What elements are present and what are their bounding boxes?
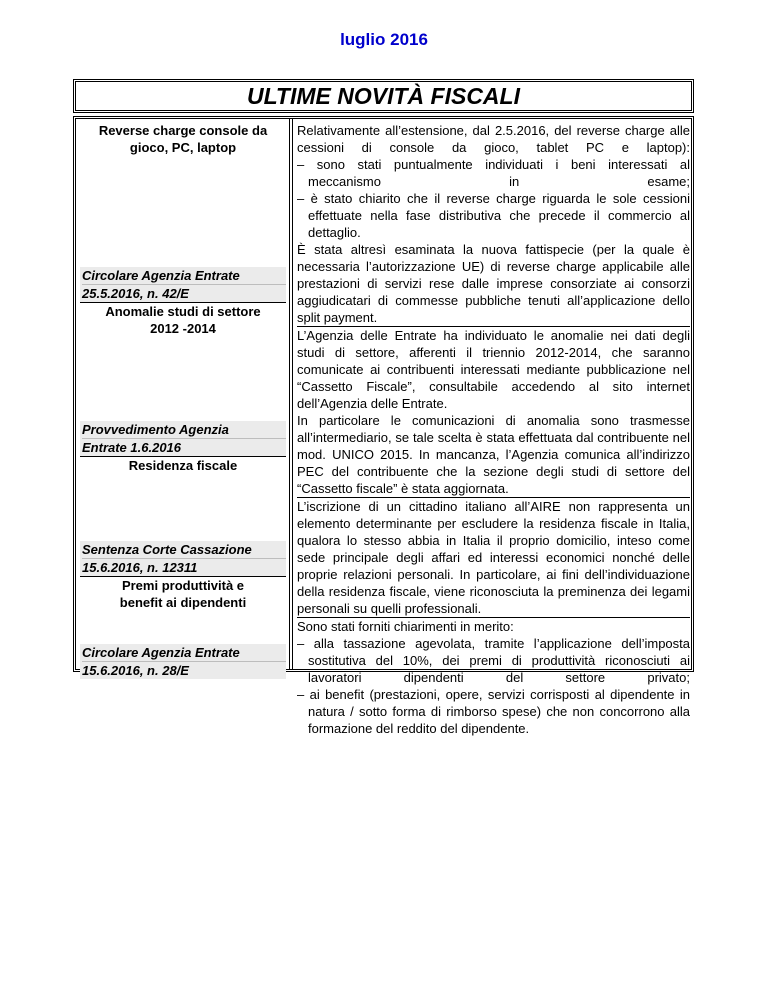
bullet-item: – è stato chiarito che il reverse charge riguarda le sole cessioni effettuate nella fase distributiva che precede il commercio al dettaglio. — [297, 191, 690, 240]
topic-title: Residenza fiscale — [128, 458, 238, 473]
news-table — [73, 116, 694, 736]
paragraph: Sono stati forniti chiarimenti in merito: — [297, 619, 514, 634]
source-line: Circolare Agenzia Entrate — [82, 645, 240, 660]
content-cell-reverse-charge — [297, 122, 690, 327]
column-divider — [289, 119, 293, 669]
topic-title: Premi produttività e — [121, 578, 245, 593]
document-title: ULTIME NOVITÀ FISCALI — [246, 83, 520, 109]
source-line: 25.5.2016, n. 42/E — [82, 284, 286, 302]
document-title-box — [73, 79, 694, 113]
source-line: 15.6.2016, n. 28/E — [82, 661, 286, 679]
paragraph: È stata altresì esaminata la nuova fattispecie (per la quale è necessaria l’autorizzazione UE) di reverse charge applicabile alle prestazioni di servizi rese dalle imprese consorziate ai consorzi aggiudicatari di commesse pubbliche tenuti all’applicazione dello split payment. — [297, 242, 690, 325]
source-line: Circolare Agenzia Entrate — [82, 268, 240, 283]
source-reference — [80, 267, 286, 302]
document-date: luglio 2016 — [340, 30, 428, 49]
source-reference — [80, 421, 286, 456]
topics-column — [80, 122, 286, 679]
paragraph: Relativamente all’estensione, dal 2.5.2016, del reverse charge alle cessioni di console da gioco, tablet PC e laptop): — [297, 123, 690, 155]
topic-title: 2012 -2014 — [150, 321, 216, 336]
source-reference — [80, 541, 286, 576]
topic-cell-residenza-fiscale — [80, 457, 286, 577]
source-line: Provvedimento Agenzia — [82, 422, 229, 437]
content-cell-premi-produttivita — [297, 618, 690, 737]
topic-cell-premi-produttivita — [80, 577, 286, 679]
source-line: Sentenza Corte Cassazione — [82, 542, 252, 557]
topic-title: Reverse charge console da — [98, 123, 268, 138]
topic-title: benefit ai dipendenti — [119, 595, 247, 610]
topic-cell-studi-settore — [80, 303, 286, 457]
content-column — [297, 122, 690, 737]
source-line: Entrate 1.6.2016 — [82, 438, 286, 456]
bullet-item: – alla tassazione agevolata, tramite l’applicazione dell’imposta sostitutiva del 10%, dei premi di produttività riconosciuti ai lavoratori dipendenti del settore privato; — [297, 636, 690, 685]
topic-cell-reverse-charge — [80, 122, 286, 303]
content-cell-studi-settore — [297, 327, 690, 498]
topic-title: gioco, PC, laptop — [129, 140, 237, 155]
bullet-item: – ai benefit (prestazioni, opere, servizi corrisposti al dipendente in natura / sotto forma di rimborso spese) che non concorrono alla formazione del reddito del dipendente. — [297, 687, 690, 736]
paragraph: In particolare le comunicazioni di anomalia sono trasmesse all’intermediario, se tale scelta è stata effettuata dal contribuente nel mod. UNICO 2015. In mancanza, l’Agenzia comunica all’indirizzo PEC del contribuente che la sezione degli studi di settore del “Cassetto fiscale” è stata aggiornata. — [297, 413, 690, 496]
topic-title: Anomalie studi di settore — [105, 304, 261, 319]
source-line: 15.6.2016, n. 12311 — [82, 558, 286, 576]
source-reference — [80, 644, 286, 679]
bullet-item: – sono stati puntualmente individuati i beni interessati al meccanismo in esame; — [297, 157, 690, 189]
paragraph: L’Agenzia delle Entrate ha individuato le anomalie nei dati degli studi di settore, afferenti il triennio 2012-2014, che saranno comunicate ai contribuenti interessati mediante pubblicazione nel “Cassetto Fiscale”, consultabile accedendo al sito internet dell’Agenzia delle Entrate. — [297, 328, 690, 411]
content-cell-residenza-fiscale — [297, 498, 690, 618]
paragraph: L’iscrizione di un cittadino italiano all’AIRE non rappresenta un elemento determinante per escludere la residenza fiscale in Italia, qualora lo stesso abbia in Italia il proprio domicilio, inteso come sede principale degli affari ed interessi economici nonché delle proprie relazioni personali. In particolare, ai fini dell’individuazione della residenza fiscale, viene riconosciuta la preminenza dei legami personali su quelli professionali. — [297, 499, 690, 616]
